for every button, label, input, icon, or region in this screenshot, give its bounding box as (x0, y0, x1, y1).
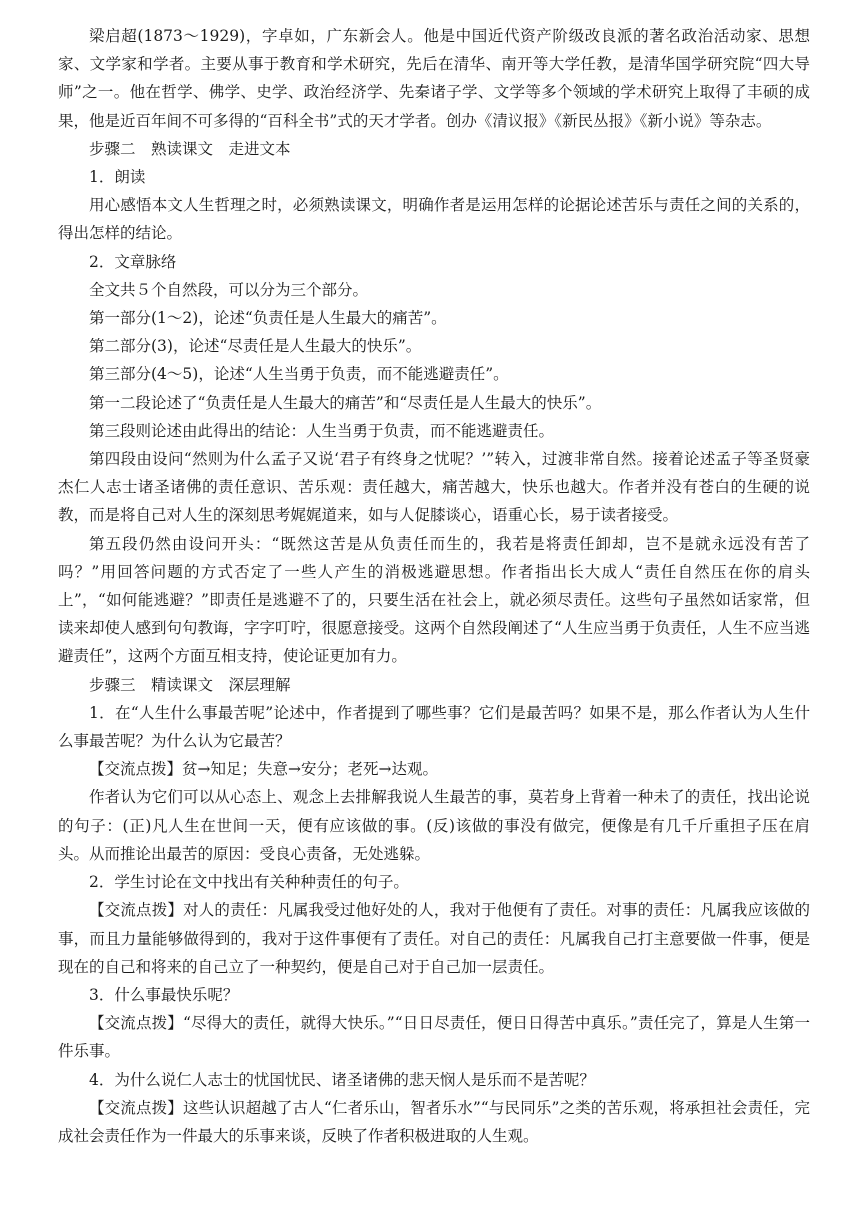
step2-heading: 步骤二 熟读课文 走进文本 (89, 139, 291, 158)
structure-line: 第一二段论述了“负责任是人生最大的痛苦”和“尽责任是人生最大的快乐”。 (89, 393, 602, 412)
exchange-label: 【交流点拨】 (89, 901, 184, 920)
answer-2 (58, 896, 810, 981)
structure-line: 第一部分(1～2)，论述“负责任是人生最大的痛苦”。 (89, 309, 447, 328)
paragraph-five-analysis: 第五段仍然由设问开头：“既然这苦是从负责任而生的，我若是将责任卸却，岂不是就永远没有苦了吗？”用回答问题的方式否定了一些人产生的消极逃避思想。作者指出长大成人“责任自然压在你的肩头上”，“如何能逃避？”即责任是逃避不了的，只要生活在社会上，就必须尽责任。这些句子虽然如话家常，但读来却使人感到句句教诲，字字叮咛，很愿意接受。这两个自然段阐述了“人生应当勇于负责任，人生不应当逃避责任”，这两个方面互相支持，使论证更加有力。 (58, 534, 810, 666)
structure-line: 第二部分(3)，论述“尽责任是人生最大的快乐”。 (89, 337, 422, 356)
step2-item2-title: 2．文章脉络 (89, 252, 177, 271)
structure-line: 第三部分(4～5)，论述“人生当勇于负责，而不能逃避责任”。 (89, 365, 509, 384)
answer-3-text: “尽得大的责任，就得大快乐。”“日日尽责任，便日日得苦中真乐。”责任完了，算是人生第一件乐事。 (58, 1014, 810, 1061)
question-4: 4．为什么说仁人志士的忧国忧民、诸圣诸佛的悲天悯人是乐而不是苦呢？ (89, 1070, 595, 1089)
step2-item1-title: 1．朗读 (89, 168, 146, 187)
question-3: 3．什么事最快乐呢？ (89, 985, 239, 1004)
document-page (58, 22, 810, 1150)
structure-line: 全文共５个自然段，可以分为三个部分。 (89, 280, 369, 299)
paragraph-four-analysis: 第四段由设问“然则为什么孟子又说‘君子有终身之忧呢？’”转入，过渡非常自然。接着论述孟子等圣贤豪杰仁人志士诸圣诸佛的责任意识、苦乐观：责任越大，痛苦越大，快乐也越大。作者并没有苍白的生硬的说教，而是将自己对人生的深刻思考娓娓道来，如与人促膝谈心，语重心长，易于读者接受。 (58, 450, 810, 525)
exchange-label: 【交流点拨】 (89, 1098, 183, 1117)
answer-4-text: 这些认识超越了古人“仁者乐山，智者乐水”“与民同乐”之类的苦乐观，将承担社会责任，完成社会责任作为一件最大的乐事来谈，反映了作者积极进取的人生观。 (58, 1098, 810, 1145)
exchange-label: 【交流点拨】 (89, 1014, 183, 1033)
answer-1-text: 贫→知足；失意→安分；老死→达观。 (182, 760, 438, 779)
answer-4 (58, 1094, 810, 1150)
step2-item1-text: 用心感悟本文人生哲理之时，必须熟读课文，明确作者是运用怎样的论据论述苦乐与责任之间的关系的，得出怎样的结论。 (58, 196, 810, 243)
question-1: 1．在“人生什么事最苦呢”论述中，作者提到了哪些事？它们是最苦吗？如果不是，那么作者认为人生什么事最苦呢？为什么认为它最苦？ (58, 703, 810, 751)
answer-2-text: 对人的责任：凡属我受过他好处的人，我对于他便有了责任。对事的责任：凡属我应该做的事，而且力量能够做得到的，我对于这件事便有了责任。对自己的责任：凡属我自己打主意要做一件事，便是现在的自己和将来的自己立了一种契约，便是自己对于自己加一层责任。 (58, 901, 810, 976)
question-2: 2．学生讨论在文中找出有关种种责任的句子。 (89, 873, 409, 892)
step3-heading: 步骤三 精读课文 深层理解 (89, 675, 291, 694)
structure-line: 第三段则论述由此得出的结论：人生当勇于负责，而不能逃避责任。 (89, 421, 555, 440)
answer-3 (58, 1009, 810, 1065)
exchange-label: 【交流点拨】 (89, 760, 183, 779)
answer-1-extra: 作者认为它们可以从心态上、观念上去排解我说人生最苦的事，莫若身上背着一种未了的责任，找出论说的句子：(正)凡人生在世间一天，便有应该做的事。(反)该做的事没有做完，便像是有几千斤重担子压在肩头。从而推论出最苦的原因：受良心责备，无处逃躲。 (58, 788, 810, 863)
author-intro: 梁启超(1873～1929)，字卓如，广东新会人。他是中国近代资产阶级改良派的著名政治活动家、思想家、文学家和学者。主要从事于教育和学术研究，先后在清华、南开等大学任教，是清华国学研究院“四大导师”之一。他在哲学、佛学、史学、政治经济学、先秦诸子学、文学等多个领域的学术研究上取得了丰硕的成果，他是近百年间不可多得的“百科全书”式的天才学者。创办《清议报》《新民丛报》《新小说》等杂志。 (58, 27, 810, 130)
answer-1 (58, 755, 810, 783)
